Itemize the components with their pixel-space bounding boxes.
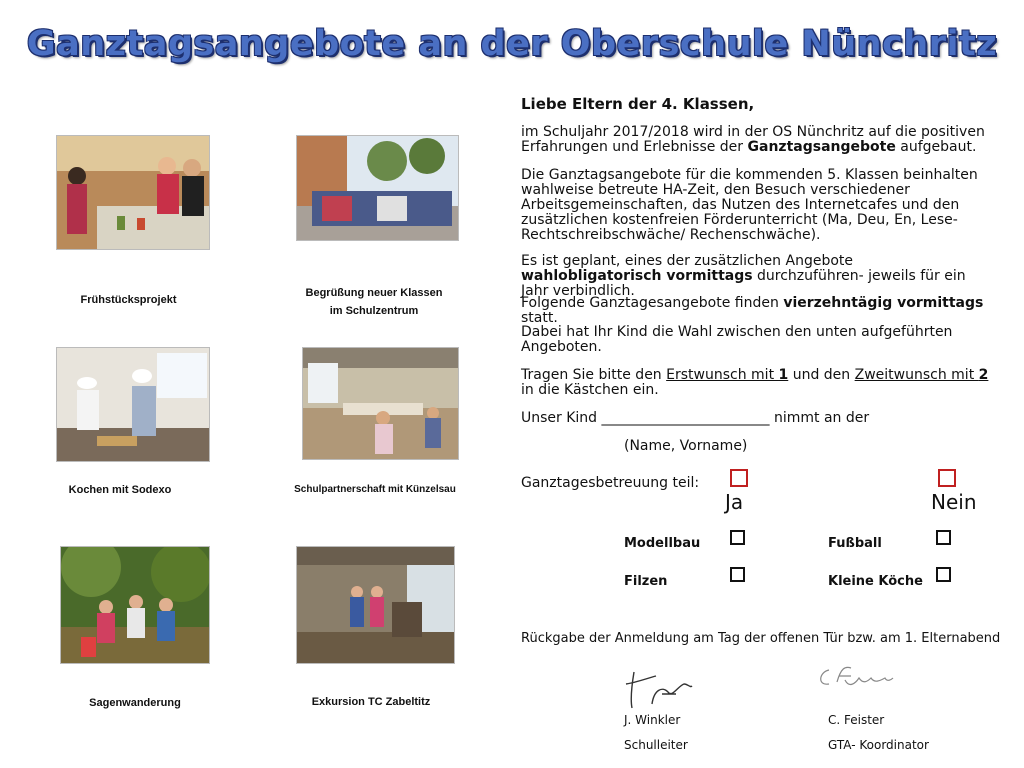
page-title: Ganztagsangebote an der Oberschule Nünchritz bbox=[26, 24, 998, 64]
yes-label: Ja bbox=[725, 490, 744, 514]
paragraph-plan-text: Es ist geplant, eines der zusätzlichen Angebote bbox=[521, 253, 853, 269]
photo-breakfast bbox=[56, 135, 210, 250]
option-kleine-koeche-checkbox[interactable] bbox=[936, 567, 951, 582]
option-kleine-koeche-label: Kleine Köche bbox=[828, 574, 923, 589]
paragraph-plan bbox=[521, 254, 991, 299]
signature-winkler bbox=[622, 664, 694, 714]
paragraph-biweekly bbox=[521, 296, 1001, 326]
letter-greeting: Liebe Eltern der 4. Klassen, bbox=[521, 95, 755, 113]
paragraph-intro bbox=[521, 125, 1001, 155]
photo-legend-walk bbox=[60, 546, 210, 664]
option-filzen-checkbox[interactable] bbox=[730, 567, 745, 582]
instructions-second-wish: Zweitwunsch mit bbox=[854, 367, 979, 383]
caption-cooking: Kochen mit Sodexo bbox=[68, 484, 172, 496]
instructions-second-number: 2 bbox=[978, 367, 989, 383]
option-modellbau-checkbox[interactable] bbox=[730, 530, 745, 545]
paragraph-offers: Die Ganztagsangebote für die kommenden 5. Klassen beinhalten wahlweise betreute HA-Zeit, den Besuch verschiedener Arbeitsgemeinschaften, das Nutzen des Internetcafes und den zusätzlichen kostenfreien Förderunterricht (Ma, Deu, En, Lese-Rechtschreibschwäche/ Rechenschwäche). bbox=[521, 167, 978, 243]
photo-excursion-image bbox=[297, 547, 455, 664]
paragraph-intro-end: aufgebaut. bbox=[895, 139, 977, 155]
photo-partnership bbox=[302, 347, 459, 460]
photo-excursion bbox=[296, 546, 455, 664]
instructions-first-wish: Erstwunsch mit bbox=[666, 367, 779, 383]
photo-legend-walk-image bbox=[61, 547, 210, 664]
caption-partnership: Schulpartnerschaft mit Künzelsau bbox=[294, 484, 456, 495]
paragraph-intro-bold: Ganztagsangebote bbox=[747, 139, 896, 155]
signature-feister bbox=[815, 662, 895, 692]
paragraph-choice: Dabei hat Ihr Kind die Wahl zwischen den unten aufgeführten Angeboten. bbox=[521, 324, 953, 355]
instructions-first-number: 1 bbox=[778, 367, 789, 383]
no-label: Nein bbox=[931, 490, 977, 514]
care-label: Ganztagesbetreuung teil: bbox=[521, 475, 700, 491]
paragraph-plan-bold: wahlobligatorisch vormittags bbox=[521, 268, 753, 284]
instructions-end: in die Kästchen ein. bbox=[521, 382, 659, 398]
signer-1-role: Schulleiter bbox=[624, 738, 688, 752]
option-filzen-label: Filzen bbox=[624, 574, 668, 589]
paragraph-plan-end: durchzuführen- jeweils für ein Jahr verbindlich. bbox=[521, 268, 966, 299]
option-fussball-checkbox[interactable] bbox=[936, 530, 951, 545]
paragraph-instructions bbox=[521, 368, 1001, 398]
paragraph-intro-text: im Schuljahr 2017/2018 wird in der OS Nünchritz auf die positiven Erfahrungen und Erlebnisse der bbox=[521, 124, 985, 155]
return-note: Rückgabe der Anmeldung am Tag der offenen Tür bzw. am 1. Elternabend bbox=[521, 631, 1001, 646]
caption-excursion: Exkursion TC Zabeltitz bbox=[311, 696, 431, 708]
paragraph-biweekly-text: Folgende Ganztagesangebote finden bbox=[521, 295, 784, 311]
photo-partnership-image bbox=[303, 348, 459, 460]
yes-checkbox[interactable] bbox=[730, 469, 748, 487]
instructions-and: und den bbox=[788, 367, 855, 383]
signer-2-role: GTA- Koordinator bbox=[828, 738, 929, 752]
signer-2-name: C. Feister bbox=[828, 713, 885, 727]
caption-breakfast: Frühstücksprojekt bbox=[80, 294, 177, 306]
photo-greeting bbox=[296, 135, 459, 241]
photo-cooking bbox=[56, 347, 210, 462]
caption-greeting-line1: Begrüßung neuer Klassen bbox=[305, 287, 443, 299]
photo-greeting-image bbox=[297, 136, 459, 241]
no-checkbox[interactable] bbox=[938, 469, 956, 487]
photo-breakfast-image bbox=[57, 136, 210, 250]
name-hint: (Name, Vorname) bbox=[624, 438, 748, 454]
photo-cooking-image bbox=[57, 348, 210, 462]
paragraph-biweekly-end: statt. bbox=[521, 310, 558, 326]
child-name-line: Unser Kind ________________________ nimmt an der bbox=[521, 410, 870, 426]
caption-legend-walk: Sagenwanderung bbox=[89, 697, 181, 709]
option-modellbau-label: Modellbau bbox=[624, 536, 701, 551]
caption-greeting-line2: im Schulzentrum bbox=[329, 305, 419, 317]
signer-1-name: J. Winkler bbox=[624, 713, 681, 727]
instructions-text: Tragen Sie bitte den bbox=[521, 367, 667, 383]
paragraph-biweekly-bold: vierzehntägig vormittags bbox=[783, 295, 984, 311]
option-fussball-label: Fußball bbox=[828, 536, 882, 551]
